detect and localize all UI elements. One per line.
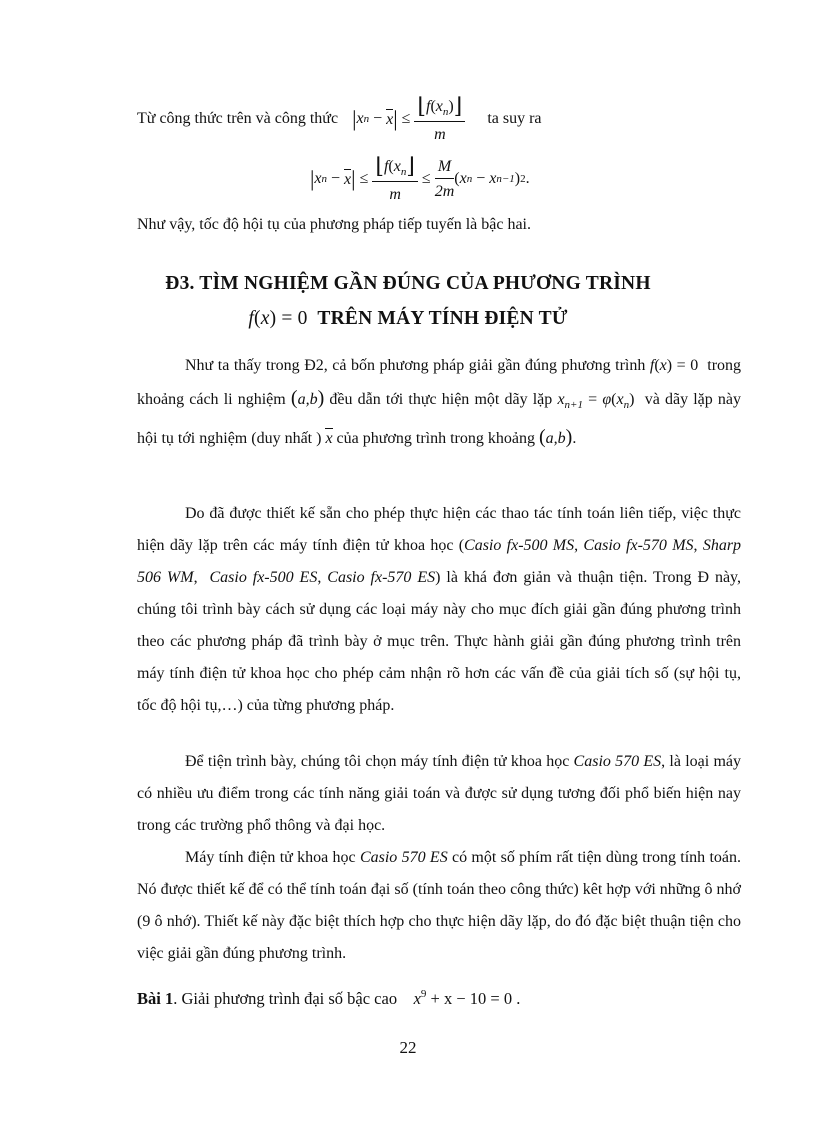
paragraph-1: Như ta thấy trong Đ2, cả bốn phương pháp giải gần đúng phương trình f(x) = 0 trong khoảng cách li nghiệm (a,b) đều dẫn tới thực hiện một dãy lặp $x_{n+1} = \varphi(x_n)$ và dãy lặp này hội tụ tới nghiệm (duy nhất ) x của phương trình trong khoảng (a,b). — [137, 357, 742, 448]
conclusion-text: Như vậy, tốc độ hội tụ của phương pháp tiếp tuyến là bậc hai. — [137, 216, 531, 233]
fraction-f-over-m-2: $\frac{⌊f(x_n⌋}{m}$ — [372, 155, 418, 203]
intro-line — [137, 90, 542, 148]
inequality-1: | x n − x | ≤ $\frac{⌊f(x_n)⌋}{m}$ — [352, 95, 465, 143]
intro-text-after: ta suy ra — [487, 110, 542, 127]
paragraph-4: Máy tính điện tử khoa học Casio 570 ES có một số phím rất tiện dùng trong tính toán. Nó được thiết kế để có thể tính toán đại số (tính toán theo công thức) kêt hợp với những ô nhớ (9 ô nhớ). Thiết kế này đặc biệt thích hợp cho thực hiện dãy lặp, do đó đặc biệt thuận tiện cho việc giải gần đúng phương trình. — [137, 849, 742, 962]
section-title-line2: f(x) = 0 TRÊN MÁY TÍNH ĐIỆN TỬ — [248, 308, 568, 329]
page-number: 22 — [399, 1038, 417, 1057]
inequality-2: | x n − x | ≤ $\frac{⌊f(x_n⌋}{m}$ ≤ $\frac{M}{2m}$ ( x n − x n−1 ) 2 . — [310, 153, 530, 203]
exercise-label: Bài 1 — [137, 989, 174, 1008]
paragraph-3: Để tiện trình bày, chúng tôi chọn máy tính điện tử khoa học Casio 570 ES, là loại máy có nhiều ưu điểm trong các tính năng giải toán và được sử dụng tương đối phổ biến hiện nay trong các trường phổ thông và đại học. — [137, 753, 742, 834]
fraction-M-over-2m: $\frac{M}{2m}$ — [434, 157, 455, 200]
exercise-line: Bài 1. Giải phương trình đại số bậc cao $x^9 + x - 10 = 0$ . — [137, 988, 521, 1008]
fraction-f-over-m: $\frac{⌊f(x_n)⌋}{m}$ — [414, 95, 465, 143]
paragraph-2: Do đã được thiết kế sẵn cho phép thực hiện các thao tác tính toán liên tiếp, việc thực hiện dãy lặp trên các máy tính điện tử khoa học (Casio fx-500 MS, Casio fx-570 MS, Sharp 506 WM, Casio fx-500 ES, Casio fx-570 ES) là khá đơn giản và thuận tiện. Trong Đ này, chúng tôi trình bày cách sử dụng các loại máy này cho mục đích giải gần đúng phương trình theo các phương pháp đã trình bày ở mục trên. Thực hành giải gần đúng phương trình trên máy tính điện tử khoa học cho phép cảm nhận rõ hơn các vấn đề của giải tích số (sự hội tụ, tốc độ hội tụ,…) của từng phương pháp. — [137, 505, 742, 714]
intro-text-before: Từ công thức trên và công thức — [137, 110, 339, 127]
section-title-line1: Đ3. TÌM NGHIỆM GẦN ĐÚNG CỦA PHƯƠNG TRÌNH — [165, 273, 651, 294]
